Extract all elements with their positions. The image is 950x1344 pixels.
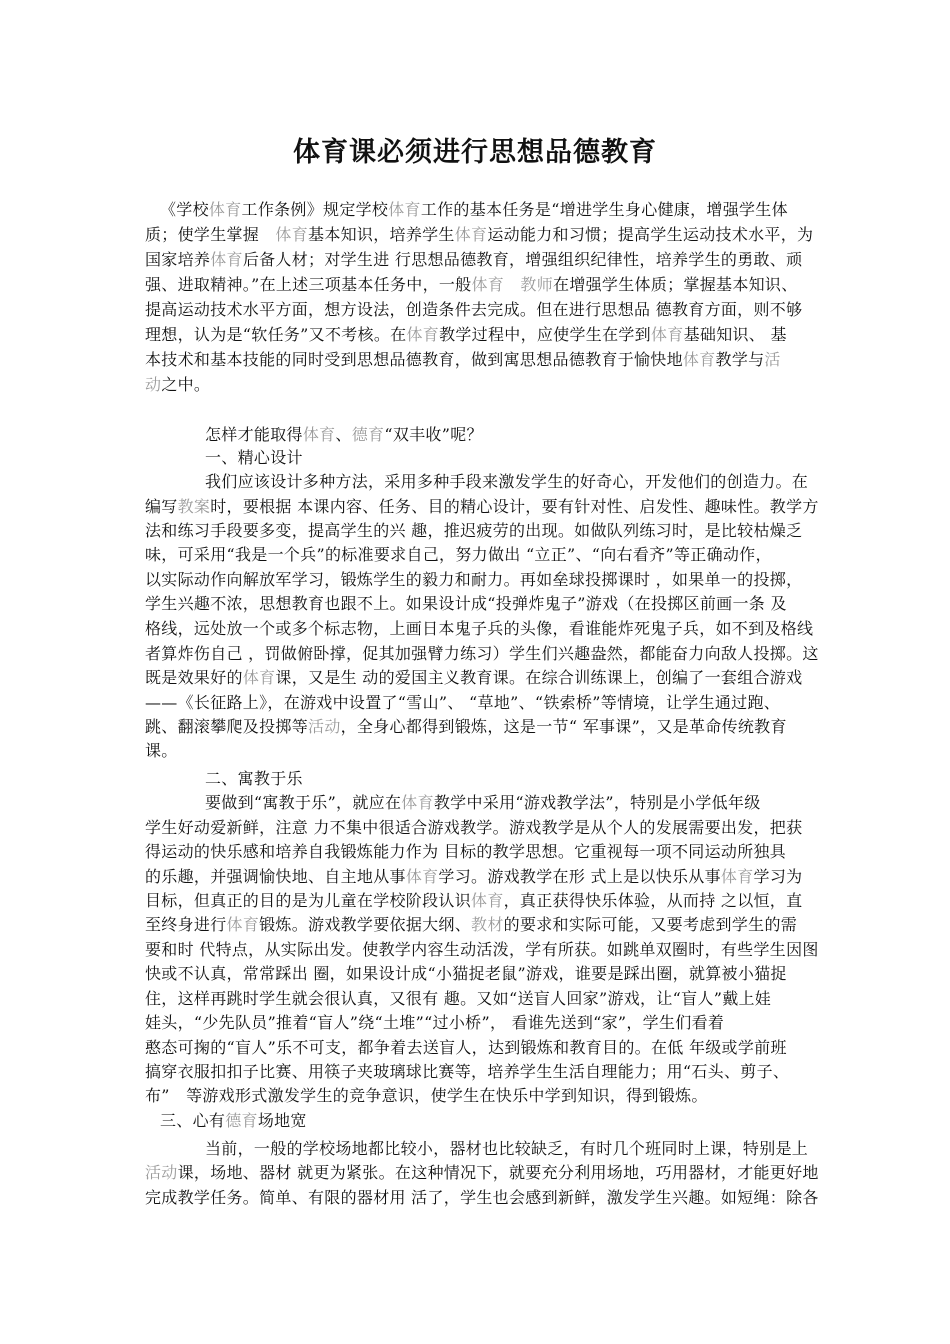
- text-segment: 场地宽: [257, 1111, 307, 1130]
- text-segment: “双丰收”呢？: [384, 425, 483, 444]
- text-segment: 基础知识、 基: [683, 325, 787, 344]
- text-segment: 完成教学任务。简单、有限的器材用 活了，学生也会感到新鲜，激发学生兴趣。如短绳：除各: [145, 1188, 819, 1207]
- text-segment: 学生好动爱新鲜，注意 力不集中很适合游戏教学。游戏教学是从个人的发展需要出发，把获: [145, 818, 803, 837]
- text-line: [145, 1062, 789, 1082]
- text-segment: 课。: [145, 741, 178, 760]
- text-segment: 在增强学生体质；掌握基本知识、: [553, 275, 798, 294]
- text-line: [145, 225, 813, 245]
- text-segment: 要做到“寓教于乐”，就应在: [205, 793, 402, 812]
- text-segment: 本技术和基本技能的同时受到思想品德教育，做到寓思想品德教育于愉快地: [145, 350, 683, 369]
- text-line: [145, 594, 787, 614]
- text-line: [145, 497, 819, 517]
- highlighted-term: 活动: [145, 1163, 178, 1182]
- highlighted-term: 体育: [405, 867, 439, 886]
- text-line: [205, 425, 483, 445]
- highlighted-term: 体育: [471, 891, 504, 910]
- text-line: [145, 619, 813, 639]
- text-segment: 《学校: [160, 200, 209, 219]
- text-segment: 怎样才能取得: [205, 425, 303, 444]
- text-segment: 者算炸伤自己 ，罚做俯卧撑，促其加强臂力练习）学生们兴趣盎然，都能奋力向敌人投掷。这: [145, 644, 819, 663]
- text-segment: 学习。游戏教学在形 式上是以快乐从事: [438, 867, 721, 886]
- text-segment: ，真正获得快乐体验，从而持 之以恒，直: [503, 891, 803, 910]
- text-line: [145, 668, 802, 688]
- text-segment: 娃头，“少先队员”推着“盲人”绕“土堆”“过小桥”， 看谁先送到“家”，学生们看着: [145, 1013, 725, 1032]
- text-line: [145, 741, 178, 761]
- text-line: [145, 964, 787, 984]
- text-segment: 要和时 代特点，从实际出发。使教学内容生动活泼，学有所获。如跳单双圈时，有些学生因图: [145, 940, 819, 959]
- highlighted-term: 体育: [388, 200, 421, 219]
- text-segment: 住，这样再跳时学生就会很认真，又很有 趣。又如“送盲人回家”游戏，让“盲人”戴上娃: [145, 989, 772, 1008]
- highlighted-term: 活动: [308, 717, 341, 736]
- highlighted-term: 德育: [351, 425, 385, 444]
- text-line: [145, 1086, 708, 1106]
- text-line: [145, 300, 802, 320]
- text-segment: 既是效果好的: [145, 668, 243, 687]
- text-line: [145, 915, 797, 935]
- highlighted-term: 动: [145, 375, 162, 394]
- text-segment: 学生兴趣不浓，思想教育也跟不上。如果设计成“投弹炸鬼子”游戏（在投掷区前画一条 及: [145, 594, 787, 613]
- text-line: [145, 867, 802, 887]
- text-line: [145, 545, 772, 565]
- text-line: [145, 325, 787, 345]
- text-segment: 的要求和实际可能，又要考虑到学生的需: [503, 915, 798, 934]
- highlighted-term: 体育: [471, 275, 505, 294]
- highlighted-term: 体育: [208, 200, 242, 219]
- text-line: [205, 793, 761, 813]
- text-segment: 三、心有: [160, 1111, 226, 1130]
- text-line: [145, 350, 781, 370]
- text-line: [145, 842, 786, 862]
- text-segment: ，全身心都得到锻炼，这是一节“ 军事课”，又是革命传统教育: [340, 717, 787, 736]
- highlighted-term: 教师: [520, 275, 554, 294]
- text-line: [145, 375, 210, 395]
- text-segment: 搞穿衣服扣扣子比赛、用筷子夹玻璃球比赛等，培养学生生活自理能力；用“石头、剪子、: [145, 1062, 790, 1081]
- text-segment: 编写: [145, 497, 178, 516]
- text-line: [160, 200, 788, 220]
- text-line: [145, 693, 780, 713]
- text-segment: 课，又是生 动的爱国主义教育课。在综合训练课上，创编了一套组合游戏: [275, 668, 803, 687]
- highlighted-term: 体育: [406, 325, 440, 344]
- text-segment: 之中。: [161, 375, 211, 394]
- text-segment: 基本知识，培养学生: [308, 225, 455, 244]
- text-segment: 味，可采用“我是一个兵”的标准要求自己，努力做出 “立正”、“向右看齐”等正确动作，: [145, 545, 772, 564]
- text-line: [145, 1188, 819, 1208]
- text-segment: [504, 275, 520, 294]
- text-segment: 我们应该设计多种方法，采用多种手段来激发学生的好奇心，开发他们的创造力。在: [205, 472, 809, 491]
- text-line: [145, 521, 802, 541]
- text-line: [205, 769, 303, 789]
- text-line: [145, 717, 787, 737]
- text-segment: 国家培养: [145, 250, 211, 269]
- text-segment: 工作条例》规定学校: [241, 200, 389, 219]
- text-segment: 以实际动作向解放军学习，锻炼学生的毅力和耐力。再如垒球投掷课时 ，如果单一的投掷，: [145, 570, 803, 589]
- highlighted-term: 体育: [401, 793, 434, 812]
- text-segment: 快或不认真，常常踩出 圈，如果设计成“小猫捉老鼠”游戏，谁要是踩出圈，就算被小猫捉: [145, 964, 787, 983]
- text-line: [145, 1013, 724, 1033]
- highlighted-term: 体育: [302, 425, 336, 444]
- highlighted-term: 教案: [177, 497, 211, 516]
- text-segment: 质；使学生掌握: [145, 225, 276, 244]
- highlighted-term: 体育: [242, 668, 276, 687]
- highlighted-term: 教材: [471, 915, 504, 934]
- text-segment: ——《长征路上》，在游戏中设置了“雪山”、 “草地”、“铁索桥”等情境，让学生通过跑、: [145, 693, 781, 712]
- text-segment: 课，场地、器材 就更为紧张。在这种情况下，就要充分利用场地，巧用器材，才能更好地: [177, 1163, 819, 1182]
- text-segment: 得运动的快乐感和培养自我锻炼能力作为 目标的教学思想。它重视每一项不同运动所独具: [145, 842, 787, 861]
- text-segment: 运动能力和习惯；提高学生运动技术水平，为: [487, 225, 814, 244]
- text-segment: 二、寓教于乐: [205, 769, 303, 788]
- text-segment: 格线，远处放一个或多个标志物，上画日本鬼子兵的头像，看谁能炸死鬼子兵，如不到及格线: [145, 619, 814, 638]
- text-segment: 、: [335, 425, 352, 444]
- text-line: [160, 1111, 307, 1131]
- text-segment: 教学与: [715, 350, 765, 369]
- text-segment: 强、进取精神。”在上述三项基本任务中，一般: [145, 275, 472, 294]
- document-title: 体育课必须进行思想品德教育: [293, 137, 657, 168]
- text-segment: 教学过程中，应使学生在学到: [439, 325, 651, 344]
- text-line: [205, 1139, 808, 1159]
- text-segment: 学习为: [753, 867, 803, 886]
- text-line: [145, 940, 819, 960]
- highlighted-term: 体育: [275, 225, 309, 244]
- text-segment: 布” 等游戏形式激发学生的竞争意识，使学生在快乐中学到知识，得到锻炼。: [145, 1086, 708, 1105]
- text-segment: 憨态可掬的“盲人”乐不可支，都争着去送盲人，达到锻炼和教育目的。在低 年级或学前班: [145, 1038, 787, 1057]
- text-line: [145, 989, 771, 1009]
- text-line: [145, 891, 802, 911]
- text-segment: 理想，认为是“软任务”又不考核。在: [145, 325, 407, 344]
- highlighted-term: 体育: [720, 867, 754, 886]
- highlighted-term: 体育: [454, 225, 488, 244]
- text-line: [145, 644, 819, 664]
- text-line: [145, 275, 798, 295]
- highlighted-term: 德育: [225, 1111, 258, 1130]
- text-segment: 后备人材；对学生进 行思想品德教育，增强组织纪律性，培养学生的勇敢、顽: [242, 250, 803, 269]
- text-segment: 教学中采用“游戏教学法”，特别是小学低年级: [433, 793, 761, 812]
- text-segment: 至终身进行: [145, 915, 227, 934]
- text-segment: 锻炼。游戏教学要依据大纲、: [259, 915, 472, 934]
- text-segment: 时，要根据 本课内容、任务、目的精心设计，要有针对性、启发性、趣味性。教学方: [210, 497, 819, 516]
- text-line: [145, 818, 802, 838]
- text-segment: 目标，但真正的目的是为儿童在学校阶段认识: [145, 891, 472, 910]
- text-line: [145, 1038, 787, 1058]
- text-line: [145, 250, 802, 270]
- highlighted-term: 活: [764, 350, 781, 369]
- text-line: [145, 1163, 819, 1183]
- highlighted-term: 体育: [682, 350, 716, 369]
- text-segment: 当前，一般的学校场地都比较小，器材也比较缺乏，有时几个班同时上课，特别是上: [205, 1139, 809, 1158]
- text-segment: 提高运动技术水平方面，想方设法，创造条件去完成。但在进行思想品 德教育方面，则不够: [145, 300, 803, 319]
- text-segment: 法和练习手段要多变，提高学生的兴 趣，推迟疲劳的出现。如做队列练习时，是比较枯燥乏: [145, 521, 803, 540]
- text-segment: 跳、翻滚攀爬及投掷等: [145, 717, 309, 736]
- text-segment: 一、精心设计: [205, 448, 303, 467]
- highlighted-term: 体育: [226, 915, 260, 934]
- highlighted-term: 体育: [210, 250, 243, 269]
- text-line: [145, 570, 802, 590]
- highlighted-term: 体育: [650, 325, 684, 344]
- text-line: [205, 472, 808, 492]
- text-segment: 的乐趣，并强调愉快地、自主地从事: [145, 867, 406, 886]
- text-segment: 工作的基本任务是“增进学生身心健康，增强学生体: [420, 200, 788, 219]
- text-line: [205, 448, 303, 468]
